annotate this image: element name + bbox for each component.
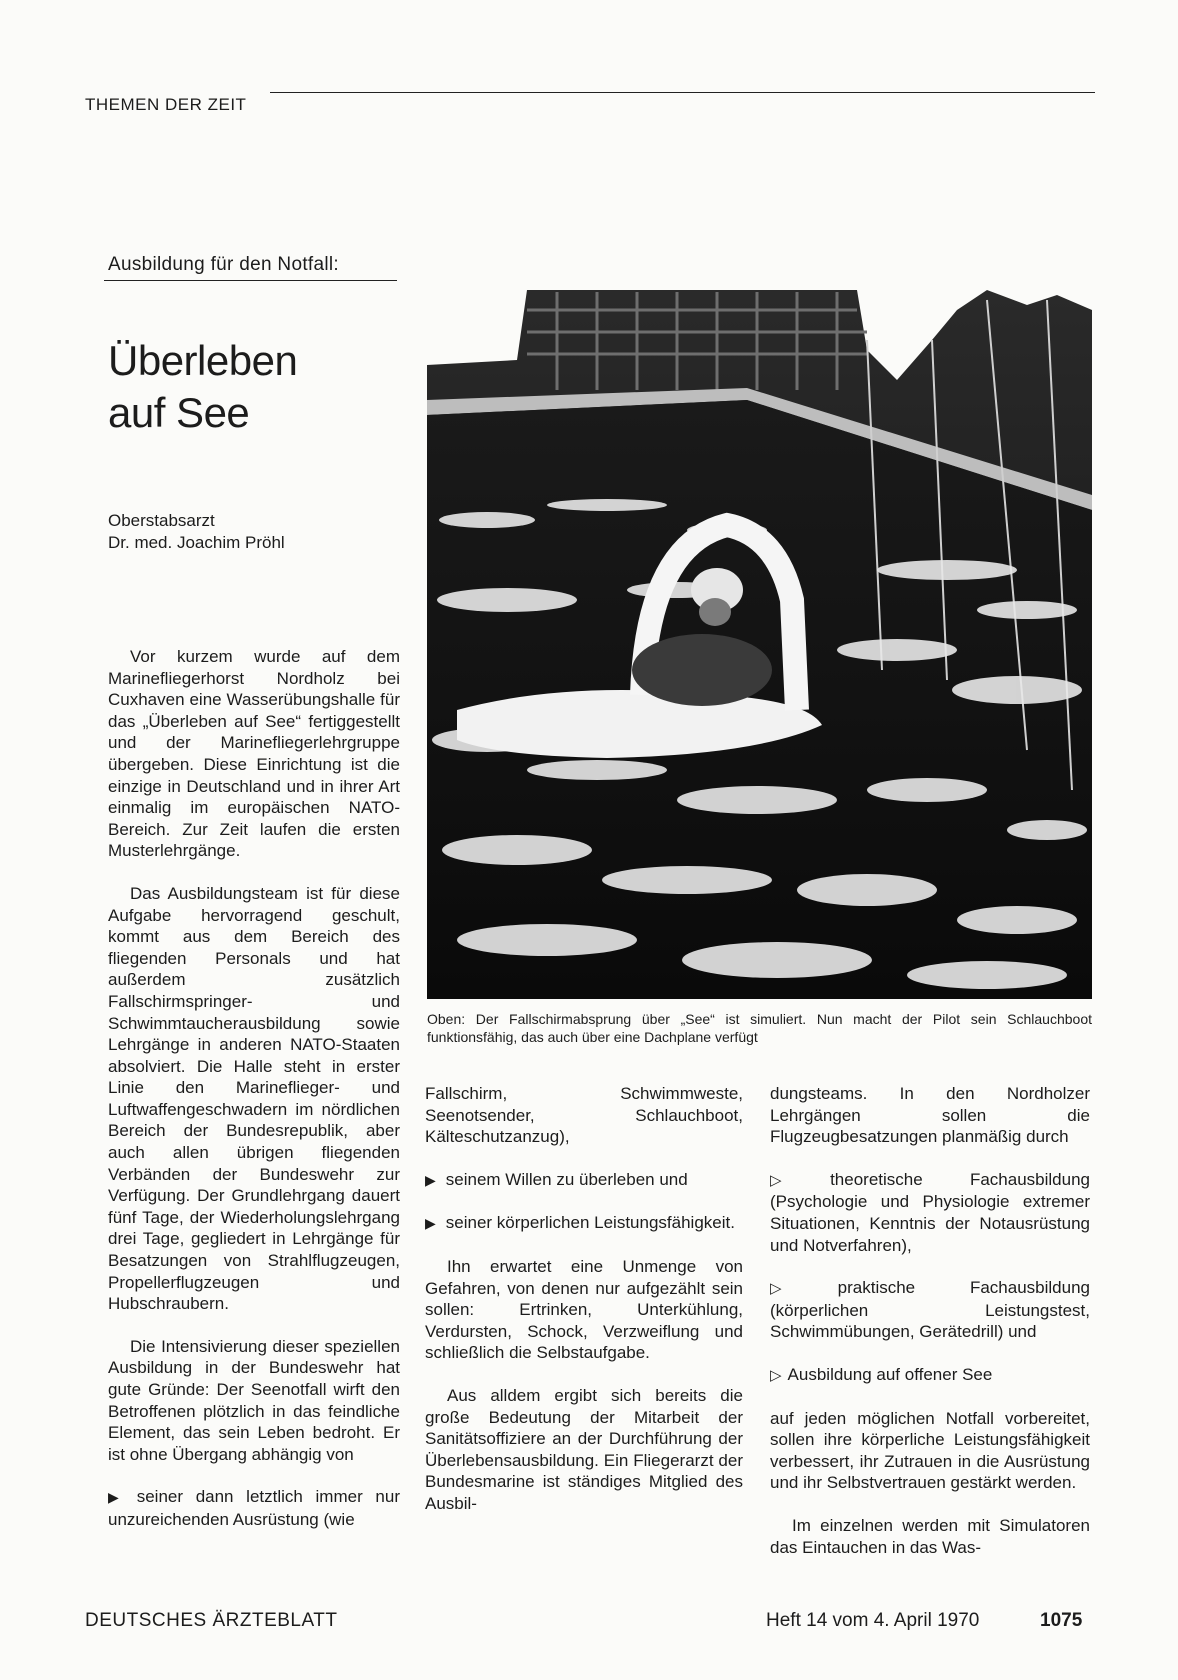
bullet-text: seinem Willen zu überleben und bbox=[445, 1169, 688, 1189]
paragraph: dungsteams. In den Nordholzer Lehrgängen sollen die Flugzeugbesatzungen planmäßig durch bbox=[770, 1084, 1090, 1147]
pool-photo bbox=[427, 270, 1092, 999]
bullet-item bbox=[770, 1277, 1090, 1343]
author-block bbox=[108, 510, 285, 554]
page-number: 1075 bbox=[1040, 1610, 1083, 1631]
paragraph: Die Intensivierung dieser speziellen Ausbildung in der Bundeswehr hat gute Gründe: Der Seenotfall wirft den Betroffenen plötzlich in das feindliche Element, das sein Leben bedroht. Er ist ohne Übergang abhängig von bbox=[108, 1336, 400, 1464]
outline-triangle-bullet-icon: ▷ bbox=[770, 1171, 825, 1189]
paragraph: Das Ausbildungsteam ist für diese Aufgabe hervorragend geschult, kommt aus dem Bereich des fliegenden Personals und hat außerdem zusätzlich Fallschirmspringer- und Schwimmtaucherausbildung sowie Lehrgänge in anderen NATO-Staaten absolviert. Die Halle steht in erster Linie den Marineflieger- und Luftwaffengeschwadern im nördlichen Bereich der Bundesrepublik, aber auch allen übrigen fliegenden Verbänden der Bundeswehr zur Verfügung. Der Grundlehrgang dauert fünf Tage, der Wiederholungslehrgang drei Tage, gegliedert in Lehrgänge für Besatzungen von Strahlflugzeugen, Propellerflugzeugen und Hubschraubern. bbox=[108, 883, 400, 1314]
title-line-1: Überleben bbox=[108, 337, 298, 384]
triangle-bullet-icon: ▶ bbox=[425, 1215, 436, 1232]
title-line-2: auf See bbox=[108, 389, 250, 436]
author-rank: Oberstabsarzt bbox=[108, 511, 215, 530]
pool-photo-image bbox=[427, 270, 1092, 999]
text-column-1 bbox=[108, 646, 400, 1552]
article-title bbox=[108, 335, 297, 439]
triangle-bullet-icon: ▶ bbox=[425, 1171, 436, 1188]
bullet-text: Ausbildung auf offener See bbox=[787, 1364, 993, 1384]
bullet-item bbox=[425, 1169, 743, 1192]
paragraph: Ihn erwartet eine Unmenge von Gefahren, von denen nur aufgezählt sein sollen: Ertrinken, Unterkühlung, Verdursten, Schock, Verzweiflung und schließlich die Selbstaufgabe. bbox=[425, 1256, 743, 1363]
paragraph: Aus alldem ergibt sich bereits die große Bedeutung der Mitarbeit der Sanitätsoffiziere an der Durchführung der Überlebensausbildung. Ein Fliegerarzt der Bundesmarine ist ständiges Mitglied des Ausbil- bbox=[425, 1385, 743, 1513]
bullet-item bbox=[425, 1212, 743, 1235]
bullet-text: praktische Fachausbildung (körperlichen Leistungstest, Schwimmübungen, Gerätedrill) und bbox=[770, 1278, 1090, 1342]
header-rule bbox=[270, 92, 1095, 93]
text-column-2 bbox=[425, 1083, 743, 1536]
journal-name: DEUTSCHES ÄRZTEBLATT bbox=[85, 1610, 338, 1631]
bullet-text: seiner dann letztlich immer nur unzureichenden Ausrüstung (wie bbox=[108, 1487, 400, 1529]
issue-info: Heft 14 vom 4. April 1970 bbox=[766, 1610, 980, 1631]
bullet-text: seiner körperlichen Leistungsfähigkeit. bbox=[445, 1213, 735, 1233]
outline-triangle-bullet-icon: ▷ bbox=[770, 1280, 832, 1298]
text-column-3 bbox=[770, 1083, 1090, 1579]
author-name: Dr. med. Joachim Pröhl bbox=[108, 533, 285, 552]
paragraph: Vor kurzem wurde auf dem Marinefliegerhorst Nordholz bei Cuxhaven eine Wasserübungshalle für das „Überleben auf See“ fertiggestellt und der Marinefliegerlehrgruppe übergeben. Diese Einrichtung ist die einzige in Deutschland und in ihrer Art einmalig im europäischen NATO-Bereich. Zur Zeit laufen die ersten Musterlehrgänge. bbox=[108, 647, 400, 861]
bullet-text: theoretische Fachausbildung (Psychologie und Physiologie extremer Situationen, Kenntnis der Notausrüstung und Notverfahren), bbox=[770, 1169, 1090, 1255]
bullet-item bbox=[770, 1169, 1090, 1256]
section-label: THEMEN DER ZEIT bbox=[85, 95, 247, 114]
outline-triangle-bullet-icon: ▷ bbox=[770, 1366, 782, 1384]
article-kicker: Ausbildung für den Notfall: bbox=[108, 254, 339, 275]
paragraph: Fallschirm, Schwimmweste, Seenotsender, Schlauchboot, Kälteschutzanzug), bbox=[425, 1084, 743, 1147]
photo-caption: Oben: Der Fallschirmabsprung über „See“ ist simuliert. Nun macht der Pilot sein Schlauchboot funktionsfähig, das auch über eine Dachplane verfügt bbox=[427, 1011, 1092, 1045]
paragraph: auf jeden möglichen Notfall vorbereitet, sollen ihre körperliche Leistungsfähigkeit verbessert, ihr Zutrauen in die Ausrüstung und ihr Selbstvertrauen gestärkt werden. bbox=[770, 1408, 1090, 1493]
bullet-item bbox=[108, 1486, 400, 1530]
paragraph: Im einzelnen werden mit Simulatoren das Eintauchen in das Was- bbox=[770, 1515, 1090, 1557]
triangle-bullet-icon: ▶ bbox=[108, 1489, 127, 1506]
kicker-rule bbox=[104, 280, 397, 281]
bullet-item bbox=[770, 1364, 1090, 1387]
